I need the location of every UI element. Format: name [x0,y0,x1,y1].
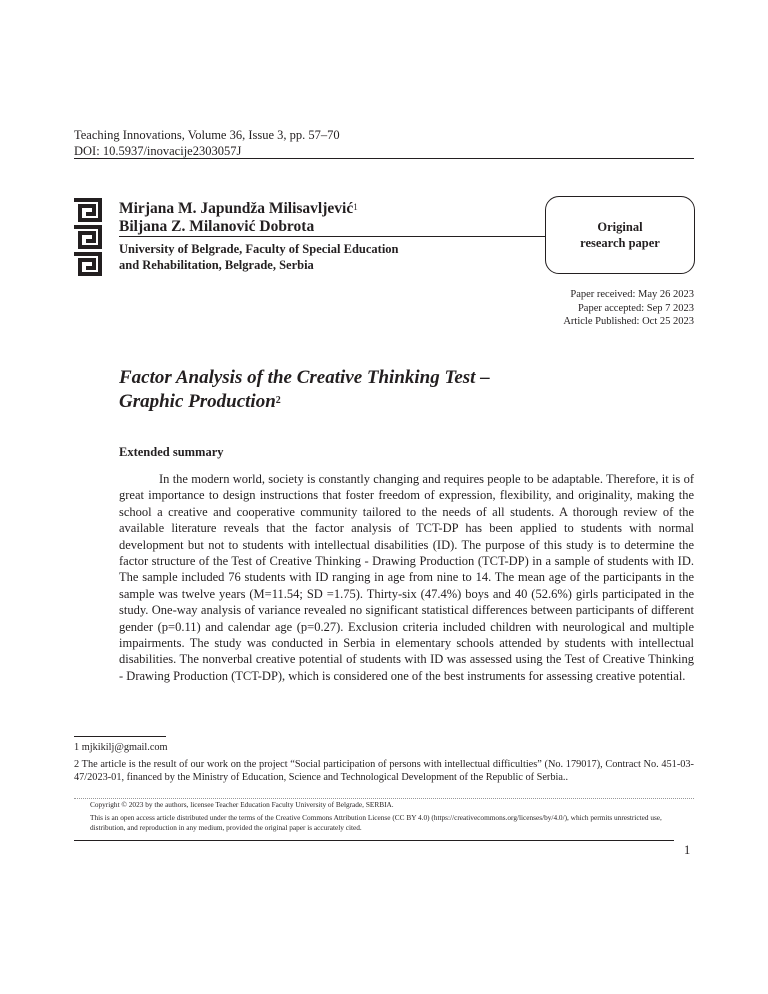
copyright-line: Copyright © 2023 by the authors, licensee Teacher Education Faculty University of Belgrade, SERBIA. [90,800,394,809]
section-heading: Extended summary [119,445,224,459]
footnote-ref-1[interactable]: 1 [353,202,358,212]
page-number: 1 [684,843,691,857]
logo-glyph-icon [72,252,102,276]
paper-dates [563,288,694,329]
paper-type-badge: Original research paper [545,196,695,274]
footnote-ref-2[interactable]: 2 [275,395,281,406]
header-rule [74,158,694,159]
affiliation: University of Belgrade, Faculty of Special Education and Rehabilitation, Belgrade, Serbia [119,242,399,272]
copyright-rule [74,798,694,799]
journal-citation: Teaching Innovations, Volume 36, Issue 3, pp. 57–70 [74,128,340,142]
logo-glyph-icon [72,198,102,222]
footnote-1: 1 mjkikilj@gmail.com [74,742,168,753]
author-1: Mirjana M. Japundža Milisavljević$^1$ [119,200,358,217]
author-2: Biljana Z. Milanović Dobrota [119,218,315,235]
journal-header [74,127,340,159]
journal-logo-icon [72,198,102,279]
footnote-rule [74,736,166,737]
date-published: Article Published: Oct 25 2023 [563,316,694,327]
date-accepted: Paper accepted: Sep 7 2023 [577,302,694,314]
author-rule [119,236,564,237]
date-received: Paper received: May 26 2023 [570,289,694,300]
logo-glyph-icon [72,225,102,249]
journal-doi: DOI: 10.5937/inovacije2303057J [74,144,242,158]
paper-title: Factor Analysis of the Creative Thinking Test – Graphic Production$^2$ [119,367,490,412]
authors-block [119,200,358,236]
summary-paragraph: In the modern world, society is constantly changing and requires people to be adaptable. Therefore, it is of great importance to design instructions that foster freedom of expression, flexibility, and originality, making the school a creative and cooperative community tailored to the needs of all students. A thorough review of the available literature reveals that the factor analysis of TCT-DP has been applied to students with normal development but not to students with intellectual disabilities (ID). The purpose of this study is to determine the factor structure of the Test of Creative Thinking - Drawing Production (TCT-DP) in a sample of students with ID. The sample included 76 students with ID ranging in age from nine to 14. The mean age of the participants in the sample was twelve years (M=11.54; SD =1.75). Thirty-six (47.4%) boys and 40 (52.6%) girls participated in the study. One-way analysis of variance revealed no significant statistical differences between participants of different gender (p=0.11) and calendar age (p=0.27). Exclusion criteria included children with neurological and multiple impairments. The study was conducted in Serbia in elementary schools attended by students with intellectual disabilities. The nonverbal creative potential of students with ID was assessed using the Test of Creative Thinking - Drawing Production (TCT-DP), which is considered one of the best instruments for assessing creative potential. [119,472,694,683]
footer-rule [74,840,674,841]
license-text: This is an open access article distributed under the terms of the Creative Commons Attribution License (CC BY 4.0) (https://creativecommons.org/licenses/by/4.0/), which permits unrestricted use, distribution, and reproduction in any medium, provided the original paper is accurately cited. [90,813,662,832]
footnote-2: 2 The article is the result of our work on the project “Social participation of persons with intellectual difficulties” (No. 179017), Contract No. 451-03-47/2023-01, financed by the Ministry of Education, Science and Technological Development of the Republic of Serbia.. [74,759,694,784]
